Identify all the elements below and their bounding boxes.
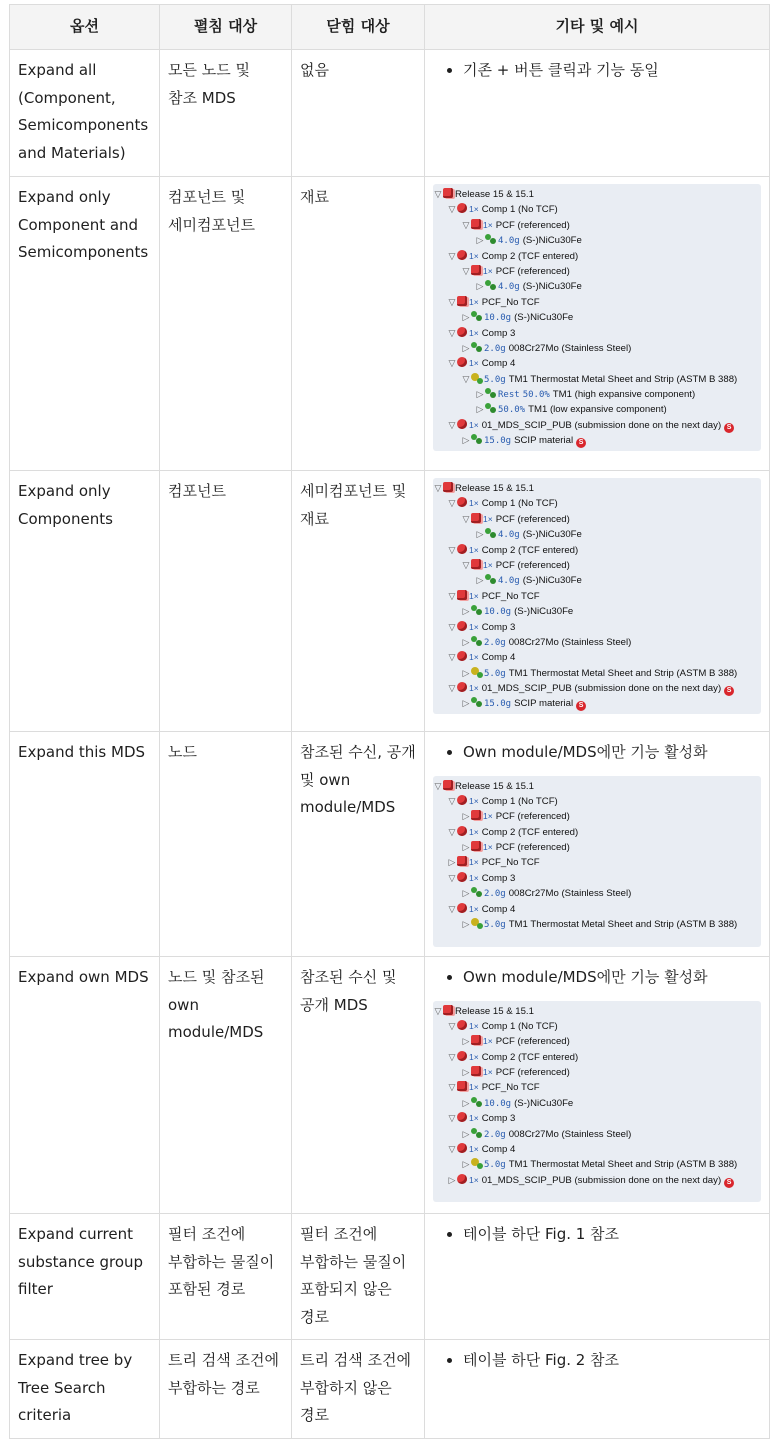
expand-cell: 필터 조건에 부합하는 물질이 포함된 경로 (160, 1214, 292, 1340)
options-table (9, 4, 770, 1439)
scip-badge-icon: S (576, 438, 586, 448)
table-row (10, 1340, 770, 1439)
note-item: • Own module/MDS에만 기능 활성화 (463, 964, 761, 992)
header-row (10, 5, 770, 50)
collapse-cell: 없음 (292, 50, 425, 177)
tree-node: ▽ 1× Comp 2 (TCF entered) (448, 544, 579, 556)
material-icon (471, 342, 482, 352)
collapse-arrow-icon: ▽ (434, 189, 442, 199)
component-icon (457, 1174, 467, 1184)
material-icon (485, 234, 496, 244)
semicomponent-icon (471, 810, 481, 820)
semicomponent-icon (457, 296, 467, 306)
component-icon (457, 826, 467, 836)
semicomponent-icon (471, 1066, 481, 1076)
tree-node: ▽ 1× 01_MDS_SCIP_PUB (submission done on the next day) S (433, 681, 761, 696)
table-row (10, 732, 770, 957)
tree-node: ▽ 1× Comp 4 (448, 652, 516, 664)
tree-node: ▷ 1× PCF (referenced) (462, 1036, 570, 1048)
component-icon (457, 903, 467, 913)
component-icon (457, 327, 467, 337)
release-icon (443, 1005, 453, 1015)
tree-node: ▽ 1× Comp 1 (No TCF) (448, 204, 558, 216)
tree-screenshot-expand-this-mds (433, 776, 761, 947)
material-icon (471, 1158, 482, 1168)
tree-node: ▽ 1× Comp 3 (448, 1113, 516, 1125)
tree-node: ▽ 1× Comp 3 (448, 327, 516, 339)
component-icon (457, 682, 467, 692)
material-icon (471, 311, 482, 321)
tree-node: ▽ 1× Comp 2 (TCF entered) (448, 826, 579, 838)
note-cell (425, 471, 770, 732)
note-cell (425, 1214, 770, 1340)
tree-screenshot-expand-components (433, 478, 761, 714)
table-row (10, 471, 770, 732)
collapse-cell: 필터 조건에 부합하는 물질이 포함되지 않은 경로 (292, 1214, 425, 1340)
component-icon (457, 544, 467, 554)
note-item: • 기존 + 버튼 클릭과 기능 동일 (463, 57, 761, 85)
material-icon (471, 1128, 482, 1138)
note-cell (425, 957, 770, 1214)
tree-node: ▷ 5.0g TM1 Thermostat Metal Sheet and Strip (ASTM B 388) (462, 919, 738, 931)
tree-node-root: ▽ Release 15 & 15.1 (434, 780, 534, 792)
tree-node: ▽ 1× PCF_No TCF (448, 296, 540, 308)
tree-node: ▽ 1× 01_MDS_SCIP_PUB (submission done on the next day) S (433, 418, 761, 433)
scip-badge-icon: S (724, 423, 734, 433)
tree-node: ▷ 15.0g SCIP material S (433, 433, 761, 448)
tree-node: ▽ 1× Comp 2 (TCF entered) (448, 1051, 579, 1063)
expand-cell: 컴포넌트 (160, 471, 292, 732)
component-icon (457, 1112, 467, 1122)
tree-node: ▷ 2.0g 008Cr27Mo (Stainless Steel) (462, 1128, 632, 1140)
tree-node: ▽ 1× PCF (referenced) (462, 559, 570, 571)
note-item: • 테이블 하단 Fig. 2 참조 (463, 1347, 761, 1375)
header-option: 옵션 (10, 5, 160, 50)
component-icon (457, 357, 467, 367)
tree-node: ▽ 1× PCF (referenced) (462, 219, 570, 231)
tree-node: ▷ 15.0g SCIP material S (433, 696, 761, 711)
tree-node: ▽ 1× Comp 3 (448, 872, 516, 884)
tree-node: ▷ 2.0g 008Cr27Mo (Stainless Steel) (462, 342, 632, 354)
material-icon (485, 403, 496, 413)
tree-node: ▷ 1× PCF_No TCF (448, 857, 540, 869)
tree-node: ▽ 1× PCF_No TCF (448, 590, 540, 602)
note-cell (425, 177, 770, 471)
tree-node: ▽ 1× Comp 2 (TCF entered) (448, 250, 579, 262)
release-icon (443, 780, 453, 790)
tree-node: ▷ 4.0g (S-)NiCu30Fe (476, 235, 582, 247)
option-cell: Expand only Components (10, 471, 160, 732)
header-expand: 펼침 대상 (160, 5, 292, 50)
table-row (10, 177, 770, 471)
material-icon (485, 528, 496, 538)
release-icon (443, 188, 453, 198)
semicomponent-icon (471, 841, 481, 851)
material-icon (471, 636, 482, 646)
note-item: • Own module/MDS에만 기능 활성화 (463, 739, 761, 767)
material-icon (485, 388, 496, 398)
component-icon (457, 621, 467, 631)
expand-cell: 노드 및 참조된 own module/MDS (160, 957, 292, 1214)
table-row (10, 957, 770, 1214)
collapse-cell: 트리 검색 조건에 부합하지 않은 경로 (292, 1340, 425, 1439)
option-cell: Expand tree by Tree Search criteria (10, 1340, 160, 1439)
component-icon (457, 795, 467, 805)
tree-node: ▽ 1× PCF (referenced) (462, 513, 570, 525)
material-icon (471, 918, 482, 928)
tree-screenshot-expand-own-mds (433, 1001, 761, 1202)
tree-node: ▽ 1× Comp 4 (448, 358, 516, 370)
expand-cell: 컴포넌트 및 세미컴포넌트 (160, 177, 292, 471)
collapse-cell: 세미컴포넌트 및 재료 (292, 471, 425, 732)
semicomponent-icon (471, 219, 481, 229)
scip-badge-icon: S (724, 1178, 734, 1188)
semicomponent-icon (457, 1081, 467, 1091)
tree-node: ▽ 1× Comp 3 (448, 621, 516, 633)
material-icon (471, 1097, 482, 1107)
scip-badge-icon: S (724, 686, 734, 696)
tree-node: ▷ 10.0g (S-)NiCu30Fe (462, 1097, 574, 1109)
tree-node: ▷ 5.0g TM1 Thermostat Metal Sheet and Strip (ASTM B 388) (462, 667, 738, 679)
tree-node: ▷ 2.0g 008Cr27Mo (Stainless Steel) (462, 888, 632, 900)
component-icon (457, 1143, 467, 1153)
material-icon (471, 434, 482, 444)
material-icon (485, 280, 496, 290)
tree-node: ▽ 5.0g TM1 Thermostat Metal Sheet and Strip (ASTM B 388) (462, 373, 738, 385)
material-icon (471, 605, 482, 615)
option-cell: Expand this MDS (10, 732, 160, 957)
tree-node: ▷ 4.0g (S-)NiCu30Fe (476, 529, 582, 541)
tree-node-root: ▽ Release 15 & 15.1 (433, 187, 761, 202)
component-icon (457, 497, 467, 507)
component-icon (457, 203, 467, 213)
header-note: 기타 및 예시 (425, 5, 770, 50)
material-icon (485, 574, 496, 584)
note-item: • 테이블 하단 Fig. 1 참조 (463, 1221, 761, 1249)
material-icon (471, 887, 482, 897)
tree-node-root: ▽ Release 15 & 15.1 (434, 483, 534, 494)
tree-node-root: ▽ Release 15 & 15.1 (434, 1005, 534, 1017)
tree-node: ▽ 1× Comp 4 (448, 903, 516, 915)
note-cell (425, 50, 770, 177)
option-cell: Expand own MDS (10, 957, 160, 1214)
tree-node: ▷ 1× PCF (referenced) (462, 842, 570, 854)
table-row (10, 1214, 770, 1340)
tree-screenshot-expand-comp-semi (433, 184, 761, 451)
collapse-cell: 참조된 수신, 공개 및 own module/MDS (292, 732, 425, 957)
tree-node: ▷ 1× PCF (referenced) (462, 811, 570, 823)
tree-node: ▽ 1× Comp 4 (448, 1144, 516, 1156)
tree-node: ▷ Rest 50.0% TM1 (high expansive component) (476, 389, 696, 401)
semicomponent-icon (471, 513, 481, 523)
tree-node: ▷ 10.0g (S-)NiCu30Fe (462, 312, 574, 324)
semicomponent-icon (457, 590, 467, 600)
tree-node: ▷ 10.0g (S-)NiCu30Fe (462, 606, 574, 618)
component-icon (457, 419, 467, 429)
table-row (10, 50, 770, 177)
semicomponent-icon (471, 265, 481, 275)
semicomponent-icon (457, 856, 467, 866)
release-icon (443, 482, 453, 492)
tree-node: ▽ 1× PCF_No TCF (448, 1082, 540, 1094)
component-icon (457, 1051, 467, 1061)
expand-cell: 트리 검색 조건에 부합하는 경로 (160, 1340, 292, 1439)
note-cell (425, 1340, 770, 1439)
tree-node: ▽ 1× Comp 1 (No TCF) (448, 1020, 558, 1032)
header-collapse: 닫힘 대상 (292, 5, 425, 50)
tree-node: ▽ 1× Comp 1 (No TCF) (448, 498, 558, 510)
material-icon (471, 667, 482, 677)
tree-node: ▷ 1× 01_MDS_SCIP_PUB (submission done on the next day) S (433, 1173, 761, 1188)
collapse-cell: 참조된 수신 및 공개 MDS (292, 957, 425, 1214)
component-icon (457, 250, 467, 260)
option-cell: Expand current substance group filter (10, 1214, 160, 1340)
tree-node: ▷ 4.0g (S-)NiCu30Fe (476, 575, 582, 587)
option-cell: Expand only Component and Semicomponents (10, 177, 160, 471)
tree-node: ▷ 5.0g TM1 Thermostat Metal Sheet and Strip (ASTM B 388) (462, 1159, 738, 1171)
tree-node: ▽ 1× Comp 1 (No TCF) (448, 795, 558, 807)
semicomponent-icon (471, 1035, 481, 1045)
collapse-cell: 재료 (292, 177, 425, 471)
component-icon (457, 872, 467, 882)
material-icon (471, 373, 482, 383)
expand-cell: 모든 노드 및 참조 MDS (160, 50, 292, 177)
tree-node: ▷ 1× PCF (referenced) (462, 1067, 570, 1079)
semicomponent-icon (471, 559, 481, 569)
tree-node: ▷ 4.0g (S-)NiCu30Fe (476, 281, 582, 293)
scip-badge-icon: S (576, 701, 586, 711)
material-icon (471, 697, 482, 707)
expand-cell: 노드 (160, 732, 292, 957)
component-icon (457, 651, 467, 661)
component-icon (457, 1020, 467, 1030)
option-cell: Expand all (Component, Semicomponents and Materials) (10, 50, 160, 177)
tree-node: ▷ 2.0g 008Cr27Mo (Stainless Steel) (462, 636, 632, 648)
tree-node: ▷ 50.0% TM1 (low expansive component) (476, 404, 667, 416)
tree-node: ▽ 1× PCF (referenced) (462, 265, 570, 277)
note-cell (425, 732, 770, 957)
